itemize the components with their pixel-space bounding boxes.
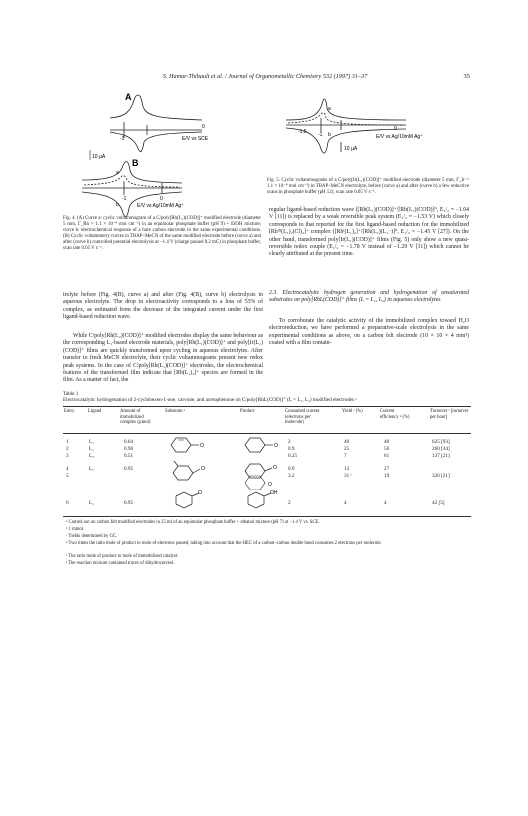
- th-efficiency: Current efficiency ᵈ (%): [380, 409, 410, 420]
- fig4-curve-b: b: [116, 202, 119, 208]
- fig5-caption: Fig. 5. Cyclic voltammograms of a C/poly[Ir(L₁)(COD)]⁺ modified electrode (diameter 5 mm, Γ_Ir = 1.1 × 10⁻⁹ mol cm⁻²) in TBAP–MeCN electrolyte, before (curve a) and after (curve b) a few reductive scans in phosphate buffer (pH 12), scan rate 0.05 V s⁻¹.: [267, 178, 469, 196]
- page-number: 35: [463, 73, 470, 80]
- th-yield: Yield ᶜ (%): [342, 409, 363, 414]
- fig4-axis-bottom: E/V vs Ag/10mM Ag⁺: [137, 203, 184, 209]
- fig5-curve-b: b: [328, 132, 331, 138]
- th-turnover: Turnover ᵉ [turnover per hour]: [430, 409, 469, 420]
- fig4-tick-zero-top: 0: [202, 124, 205, 130]
- fig5-tick-m15: -1.5: [298, 129, 307, 135]
- svg-text:OH: OH: [270, 490, 278, 496]
- th-ligand: Ligand: [88, 409, 102, 414]
- th-consumed: Consumed current (electrons per molecule): [285, 409, 320, 426]
- svg-text:O: O: [198, 490, 202, 496]
- structure-cyclohexanone-product: [242, 434, 282, 456]
- fig4-tick-a: -1: [120, 136, 125, 142]
- fig5-scale: 10 µA: [344, 146, 358, 152]
- fig5-curve-a: a: [328, 106, 331, 112]
- structure-carvone-substrate: [168, 460, 213, 486]
- section-heading-2-3: 2.3. Electrocatalytic hydrogen generation and hydrogenation of unsaturated substrates on poly[RhL(COD)]⁺ films (L = L₁, L₂) in aqueous electrolytes: [269, 290, 469, 304]
- fig4-label-A: A: [125, 92, 132, 102]
- fig4-caption: Fig. 4. (A) Curve a: cyclic voltammogram of a C/poly[Rh(L₁)(COD)]⁺ modified electrode (diameter 5 mm, Γ_Rh = 1.1 × 10⁻⁹ mol cm⁻²) in an equimolar phosphate buffer (pH 9) + EtOH mixture; curve b: electrochemical response of a bare carbon electrode in the same experimental conditions. (B) Cyclic voltammetry curves in TBAP–MeCN of the same modified electrode before (curve a) and after (curve b) controlled potential electrolysis at −1.4 V (charge passed 0.2 mC) in phosphate buffer, scan rate 0.05 V s⁻¹.: [63, 216, 261, 252]
- fig4-axis-top: E/V vs SCE: [182, 136, 209, 142]
- svg-text:O: O: [273, 465, 277, 471]
- figure-5-voltammogram: [266, 90, 471, 175]
- svg-text:O: O: [201, 466, 205, 472]
- fig5-axis: E/V vs Ag/10mM Ag⁺: [376, 134, 423, 140]
- svg-text:O: O: [274, 443, 278, 449]
- structure-phenylethanol-product: [240, 490, 285, 514]
- structure-carvone-products: [240, 460, 285, 490]
- table-footnote: ᶠ The reaction mixture contained traces of dihydrocarveol.: [66, 561, 175, 566]
- table-top-rule: [63, 406, 471, 407]
- table-footnote: ᵇ 1 mmol.: [66, 527, 85, 532]
- fig5-tick-zero: 0: [394, 126, 397, 132]
- svg-text:O: O: [200, 443, 204, 449]
- fig4-label-B: B: [132, 158, 139, 168]
- fig4-tick-b: -1: [122, 196, 127, 202]
- th-substrate: Substrate ᵇ: [165, 409, 186, 414]
- left-column-para-1: trolyte before (Fig. 4(B), curve a) and after (Fig. 4(B), curve b) electrolysis in aqueous electrolyte. The drop in electroactivity corresponds to a loss of 53% of complex, as estimated from the decrease of the integrated current under the first ligand-based reduction wave.: [63, 292, 263, 321]
- table-footnote: ᶜ Yields determined by GC.: [66, 534, 118, 539]
- table-footnote: ᵉ The ratio mole of product to mole of immobilized catalyst.: [66, 554, 179, 559]
- table-footnote: ᵈ Two times the ratio mole of product to mole of electrons passed, taking into account that the HEC of a carbon–carbon double bond consumes 2 electrons per molecule.: [66, 541, 382, 546]
- th-product: Product: [240, 409, 255, 414]
- svg-text:O: O: [268, 482, 272, 488]
- th-entry: Entry: [64, 409, 75, 414]
- table-label: Table 1: [63, 391, 79, 397]
- fig4-scale: 10 µA: [92, 154, 106, 160]
- right-column-para-2: To corroborate the catalytic activity of the immobilized complex toward H₂O electroreduction, we have performed a preparative-scale electrolysis in the same experimental conditions as above, on a carbon felt electrode (10 × 10 × 4 mm³) coated with a film contain-: [269, 318, 469, 347]
- table-bottom-rule: [63, 516, 471, 517]
- th-amount: Amount of immobilized complex (µmol): [120, 409, 151, 426]
- fig5-tick-m1: -1: [318, 132, 323, 138]
- fig4-curve-a: a: [116, 170, 119, 176]
- right-column-para-1: regular ligand-based reduction wave ([Rh(L₁)(COD)]⁺/[Rh(L₁)(COD)]⁰, E₁/₂ = −1.04 V [11]) is replaced by a weak reversible peak system (E₁/₂ = −1.53 V) which closely corresponds to that reported for the first ligand-based reduction for the immobilized [Rhᴵᴵᴵ(L₁)₂(Cl)₂]⁺ complex ([Rhᴵ(L₁)₂]⁺/[Rh(L₁)(L₁⁻)]⁰, E₁/₂ = −1.45 V [27]). On the other hand, transformed poly[Ir(L₁)(COD)]⁺ films (Fig. 5) only show a new quasi-reversible redox couple (E₁/₂ = −1.78 V instead of −1.29 V [11]) which cannot be clearly attributed at the present time.: [269, 207, 469, 258]
- table-footnote: ᵃ Carried out on carbon felt modified electrodes in 25 ml of an equimolar phosphate buffer + ethanol mixture (pH 7) at −1.4 V vs. SCE.: [66, 520, 320, 525]
- fig4-tick-zero-bottom: 0: [160, 196, 163, 202]
- structure-cyclohexenone-substrate: [168, 434, 208, 456]
- table-title: Electrocatalytic hydrogenation of 2-cyclohexen-1-one, carvone, and acetophenone on C/poly[RhL(COD)]⁺ (L = L₁, L₂) modified electrodes ᵃ: [63, 397, 357, 403]
- running-header: S. Hamar-Thibault et al. / Journal of Organometallic Chemistry 532 (1997) 31–37: [162, 73, 368, 80]
- left-column-para-2: While C/poly[Rh(L₂)(COD)]⁺ modified electrodes display the same behaviour as the corresponding L₁-based electrode materials, poly[Rh(L₁)(COD)]⁺ and poly[Ir(L₁)(COD)]⁺ films are quickly transformed upon cycling in aqueous electrolytes. After transfer to fresh MeCN electrolyte, their cyclic voltammograms present new redox peak systems. In the case of C/poly[Rh(L₁)(COD)]⁺ electrodes, the electrochemical features of the transformed film indicate that [Rh(L₁)₂]⁺ species are formed in the film. As a matter of fact, the: [63, 333, 263, 384]
- structure-acetophenone-substrate: [168, 490, 213, 514]
